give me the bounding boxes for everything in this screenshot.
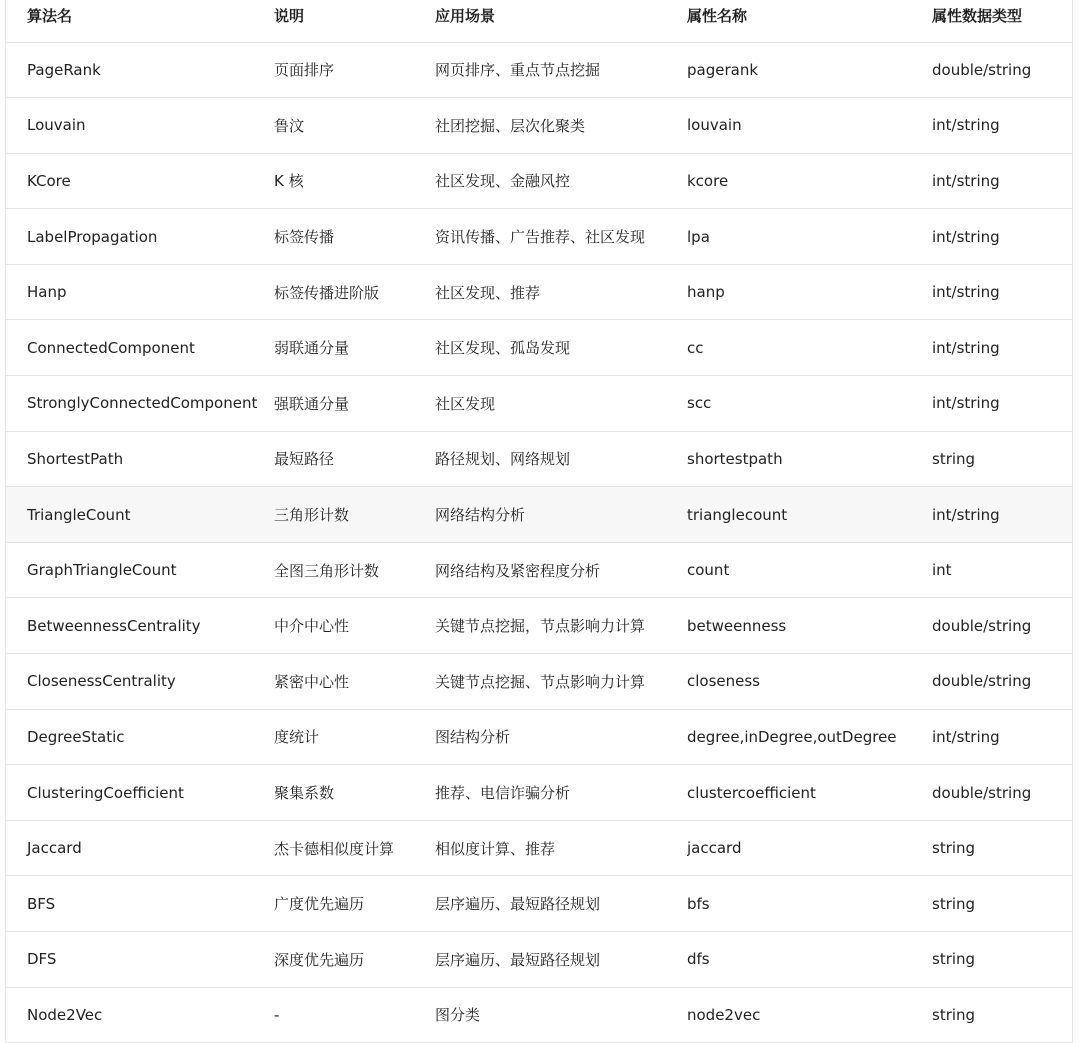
cell-algorithm-name: DFS [6, 932, 274, 988]
cell-use-case: 网页排序、重点节点挖掘 [435, 42, 687, 98]
cell-algorithm-name: ConnectedComponent [6, 320, 274, 376]
cell-algorithm-name: PageRank [6, 42, 274, 98]
table-row [6, 598, 1072, 654]
cell-property-name: lpa [687, 209, 932, 265]
cell-property-name: shortestpath [687, 431, 932, 487]
cell-use-case: 层序遍历、最短路径规划 [435, 932, 687, 988]
cell-description: 页面排序 [274, 42, 435, 98]
table-row [6, 42, 1072, 98]
cell-algorithm-name: LabelPropagation [6, 209, 274, 265]
cell-description: 鲁汶 [274, 98, 435, 154]
cell-property-name: cc [687, 320, 932, 376]
algorithm-table [6, 0, 1072, 1043]
cell-algorithm-name: KCore [6, 153, 274, 209]
cell-property-type: int/string [932, 153, 1072, 209]
cell-property-name: jaccard [687, 820, 932, 876]
cell-algorithm-name: Louvain [6, 98, 274, 154]
cell-property-type: string [932, 876, 1072, 932]
cell-use-case: 图结构分析 [435, 709, 687, 765]
table-row [6, 153, 1072, 209]
header-property-type: 属性数据类型 [932, 0, 1072, 42]
cell-property-type: int [932, 542, 1072, 598]
cell-use-case: 社区发现 [435, 376, 687, 432]
table-row [6, 98, 1072, 154]
cell-use-case: 图分类 [435, 987, 687, 1043]
cell-description: 广度优先遍历 [274, 876, 435, 932]
table-header-row [6, 0, 1072, 42]
cell-description: 紧密中心性 [274, 654, 435, 710]
table-row [6, 542, 1072, 598]
cell-property-type: int/string [932, 98, 1072, 154]
cell-use-case: 社区发现、金融风控 [435, 153, 687, 209]
cell-use-case: 推荐、电信诈骗分析 [435, 765, 687, 821]
cell-algorithm-name: Node2Vec [6, 987, 274, 1043]
table-row [6, 320, 1072, 376]
table-row [6, 765, 1072, 821]
cell-property-type: double/string [932, 765, 1072, 821]
cell-algorithm-name: GraphTriangleCount [6, 542, 274, 598]
table-row [6, 376, 1072, 432]
table-row [6, 876, 1072, 932]
cell-algorithm-name: Jaccard [6, 820, 274, 876]
cell-description: 全图三角形计数 [274, 542, 435, 598]
algorithm-table-container [5, 0, 1073, 1043]
cell-property-name: degree,inDegree,outDegree [687, 709, 932, 765]
table-row [6, 264, 1072, 320]
cell-use-case: 社区发现、推荐 [435, 264, 687, 320]
header-property-name: 属性名称 [687, 0, 932, 42]
table-row [6, 709, 1072, 765]
table-row [6, 820, 1072, 876]
cell-property-name: louvain [687, 98, 932, 154]
header-description: 说明 [274, 0, 435, 42]
cell-description: 标签传播进阶版 [274, 264, 435, 320]
cell-property-type: double/string [932, 654, 1072, 710]
table-row [6, 987, 1072, 1043]
cell-algorithm-name: ShortestPath [6, 431, 274, 487]
cell-property-type: int/string [932, 209, 1072, 265]
cell-use-case: 资讯传播、广告推荐、社区发现 [435, 209, 687, 265]
cell-property-name: node2vec [687, 987, 932, 1043]
cell-property-name: clustercoefficient [687, 765, 932, 821]
cell-property-type: int/string [932, 320, 1072, 376]
cell-algorithm-name: ClosenessCentrality [6, 654, 274, 710]
cell-description: 深度优先遍历 [274, 932, 435, 988]
cell-algorithm-name: BFS [6, 876, 274, 932]
cell-property-name: scc [687, 376, 932, 432]
cell-algorithm-name: Hanp [6, 264, 274, 320]
cell-description: 标签传播 [274, 209, 435, 265]
cell-property-name: betweenness [687, 598, 932, 654]
cell-use-case: 网络结构及紧密程度分析 [435, 542, 687, 598]
cell-property-name: trianglecount [687, 487, 932, 543]
cell-property-type: int/string [932, 264, 1072, 320]
table-row-hovered [6, 487, 1072, 543]
cell-property-type: int/string [932, 376, 1072, 432]
cell-description: 最短路径 [274, 431, 435, 487]
cell-use-case: 路径规划、网络规划 [435, 431, 687, 487]
cell-use-case: 关键节点挖掘，节点影响力计算 [435, 598, 687, 654]
cell-description: 三角形计数 [274, 487, 435, 543]
cell-algorithm-name: DegreeStatic [6, 709, 274, 765]
table-row [6, 209, 1072, 265]
cell-description: 弱联通分量 [274, 320, 435, 376]
table-row [6, 654, 1072, 710]
cell-property-type: string [932, 987, 1072, 1043]
cell-use-case: 层序遍历、最短路径规划 [435, 876, 687, 932]
cell-description: - [274, 987, 435, 1043]
cell-algorithm-name: ClusteringCoefficient [6, 765, 274, 821]
cell-description: 杰卡德相似度计算 [274, 820, 435, 876]
cell-description: 度统计 [274, 709, 435, 765]
cell-description: 中介中心性 [274, 598, 435, 654]
cell-property-type: int/string [932, 709, 1072, 765]
cell-use-case: 社区发现、孤岛发现 [435, 320, 687, 376]
header-algorithm-name: 算法名 [6, 0, 274, 42]
cell-property-type: string [932, 820, 1072, 876]
cell-property-name: bfs [687, 876, 932, 932]
cell-use-case: 关键节点挖掘、节点影响力计算 [435, 654, 687, 710]
cell-use-case: 网络结构分析 [435, 487, 687, 543]
cell-algorithm-name: BetweennessCentrality [6, 598, 274, 654]
cell-use-case: 相似度计算、推荐 [435, 820, 687, 876]
cell-property-type: double/string [932, 42, 1072, 98]
cell-algorithm-name: TriangleCount [6, 487, 274, 543]
cell-property-type: double/string [932, 598, 1072, 654]
cell-description: K 核 [274, 153, 435, 209]
cell-property-type: string [932, 431, 1072, 487]
cell-property-name: hanp [687, 264, 932, 320]
cell-use-case: 社团挖掘、层次化聚类 [435, 98, 687, 154]
cell-property-name: kcore [687, 153, 932, 209]
cell-description: 聚集系数 [274, 765, 435, 821]
table-row [6, 431, 1072, 487]
cell-property-name: pagerank [687, 42, 932, 98]
cell-property-type: int/string [932, 487, 1072, 543]
table-row [6, 932, 1072, 988]
cell-property-type: string [932, 932, 1072, 988]
cell-algorithm-name: StronglyConnectedComponent [6, 376, 274, 432]
cell-property-name: dfs [687, 932, 932, 988]
header-use-case: 应用场景 [435, 0, 687, 42]
cell-description: 强联通分量 [274, 376, 435, 432]
cell-property-name: count [687, 542, 932, 598]
cell-property-name: closeness [687, 654, 932, 710]
